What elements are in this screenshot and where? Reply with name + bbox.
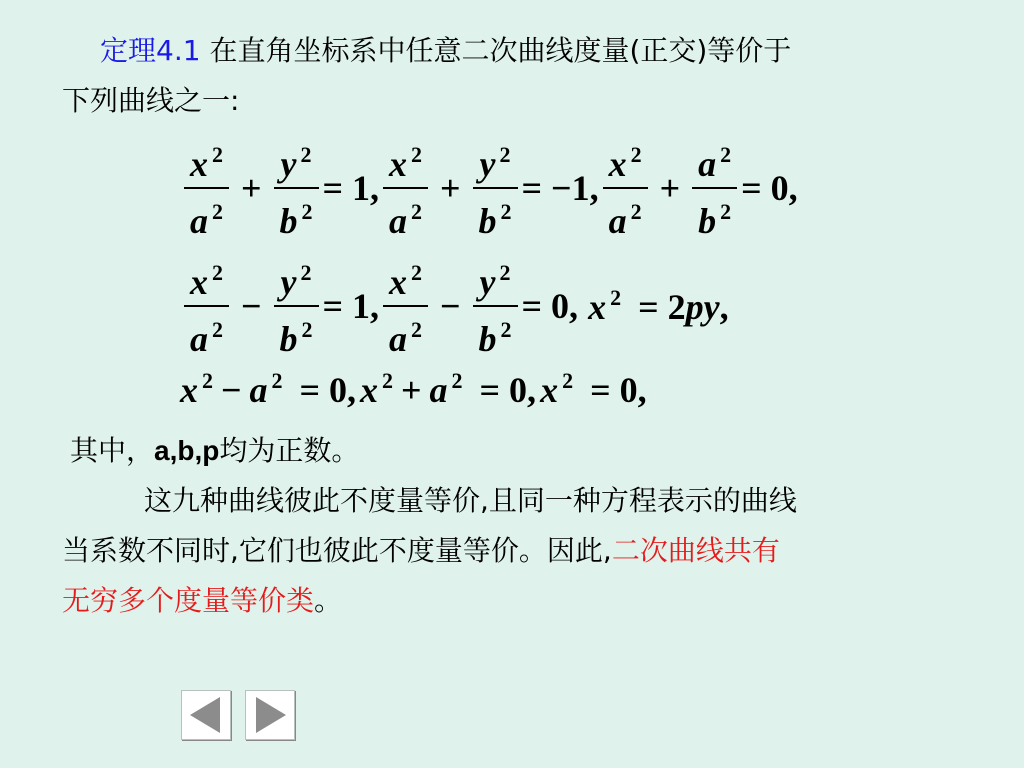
- paragraph-end: 。: [314, 584, 343, 617]
- fraction: $\frac{x ^2}{a ^2}$: [603, 132, 648, 244]
- triangle-right-icon: [246, 691, 294, 739]
- equation-row-2: [180, 250, 729, 362]
- operator: +: [241, 168, 262, 208]
- equation-rhs: = −1,: [521, 168, 599, 208]
- equation-rhs: = 0,: [741, 168, 798, 208]
- equation-row-1: [180, 132, 798, 244]
- positivity-note: [70, 428, 359, 474]
- parabola-equation: x $^2$ = 2py,: [588, 284, 729, 327]
- fraction: $\frac{y ^2}{b ^2}$: [274, 250, 319, 362]
- fraction: $\frac{x ^2}{a ^2}$: [184, 132, 229, 244]
- equation-rhs: = 1,: [322, 168, 380, 208]
- fraction: $\frac{x ^2}{a ^2}$: [383, 132, 428, 244]
- prev-slide-button[interactable]: [181, 690, 231, 740]
- theorem-statement: [100, 28, 791, 74]
- paragraph-line2: [62, 528, 780, 574]
- fraction: $\frac{y ^2}{b ^2}$: [473, 250, 518, 362]
- paragraph-line1: 这九种曲线彼此不度量等价,且同一种方程表示的曲线: [144, 484, 797, 517]
- operator: +: [440, 168, 461, 208]
- highlight-text: 无穷多个度量等价类: [62, 584, 315, 617]
- fraction: $\frac{y ^2}{b ^2}$: [473, 132, 518, 244]
- fraction: $\frac{x ^2}{a ^2}$: [184, 250, 229, 362]
- next-slide-button[interactable]: [245, 690, 295, 740]
- paragraph-line2-text: 当系数不同时,它们也彼此不度量等价。因此,: [62, 534, 612, 567]
- equation-rhs: = 0,: [521, 286, 579, 326]
- operator: −: [241, 286, 262, 326]
- theorem-label: 定理4.1: [100, 34, 201, 67]
- degenerate-equation: x $^2$ + a $^2$ = 0,: [360, 368, 537, 410]
- triangle-left-icon: [182, 691, 230, 739]
- degenerate-equation: x $^2$ − a $^2$ = 0,: [180, 368, 357, 410]
- paragraph-line3: [62, 578, 342, 624]
- fraction: $\frac{y ^2}{b ^2}$: [274, 132, 319, 244]
- note-suffix: 均为正数。: [219, 434, 360, 467]
- note-variables: a,b,p: [154, 435, 220, 466]
- theorem-text-line2: 下列曲线之一:: [62, 84, 240, 117]
- operator: +: [659, 168, 681, 208]
- degenerate-equation: x $^2$ = 0,: [540, 368, 647, 410]
- highlight-text: 二次曲线共有: [611, 534, 780, 567]
- equation-rhs: = 1,: [322, 286, 380, 326]
- fraction: $\frac{x ^2}{a ^2}$: [383, 250, 428, 362]
- theorem-text-line1: 在直角坐标系中任意二次曲线度量(正交)等价于: [209, 34, 792, 67]
- operator: −: [440, 286, 461, 326]
- fraction: $\frac{a ^2}{b ^2}$: [692, 132, 737, 244]
- note-prefix: 其中，: [70, 434, 155, 467]
- equation-row-3: [180, 368, 647, 411]
